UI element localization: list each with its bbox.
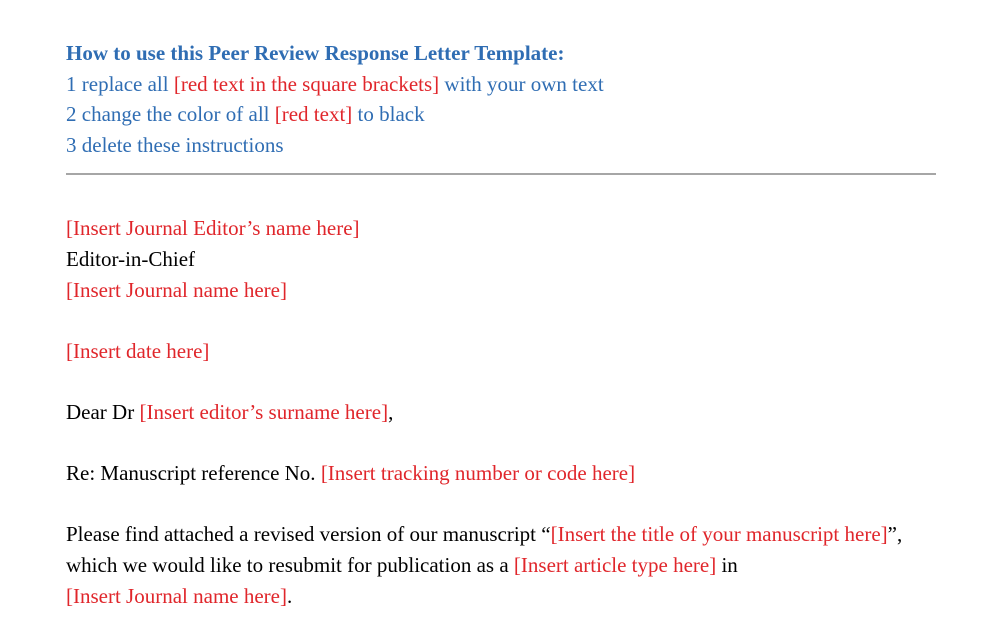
salutation-prefix: Dear Dr — [66, 399, 140, 424]
manuscript-reference-label: Re: Manuscript reference No. — [66, 461, 321, 486]
spacer — [66, 305, 936, 336]
salutation — [66, 397, 936, 428]
manuscript-reference — [66, 458, 936, 489]
body-text-2: ”, which we would like to resubmit for publication as a — [66, 522, 903, 577]
instructions-heading: How to use this Peer Review Response Letter Template: — [66, 41, 565, 65]
tracking-number-placeholder[interactable]: [Insert tracking number or code here] — [320, 461, 636, 486]
body-text-3: in — [716, 552, 738, 577]
body-text-4: . — [286, 583, 293, 608]
salutation-suffix: , — [388, 399, 394, 424]
instruction-step-2-placeholder: [red text] — [274, 102, 353, 127]
instruction-step-2-suffix: to black — [352, 102, 425, 127]
horizontal-divider — [66, 173, 936, 175]
instruction-step-2-prefix: 2 change the color of all — [66, 102, 275, 127]
instruction-step-1-suffix: with your own text — [439, 71, 604, 96]
spacer — [66, 428, 936, 459]
editor-surname-placeholder[interactable]: [Insert editor’s surname here] — [139, 399, 389, 424]
journal-name[interactable]: [Insert Journal name here] — [66, 277, 287, 302]
manuscript-title-placeholder[interactable]: [Insert the title of your manuscript here] — [550, 522, 888, 547]
letter-date[interactable]: [Insert date here] — [66, 338, 210, 363]
spacer — [66, 489, 936, 520]
instruction-step-1-prefix: 1 replace all — [66, 71, 174, 96]
editor-title: Editor-in-Chief — [66, 246, 196, 271]
document-page — [66, 38, 936, 611]
body-paragraph — [66, 519, 926, 611]
editor-name[interactable]: [Insert Journal Editor’s name here] — [66, 216, 360, 241]
instruction-step-1-placeholder: [red text in the square brackets] — [173, 71, 440, 96]
article-type-placeholder[interactable]: [Insert article type here] — [513, 552, 717, 577]
body-text-1: Please find attached a revised version of our manuscript “ — [66, 522, 551, 547]
body-journal-name-placeholder[interactable]: [Insert Journal name here] — [66, 583, 287, 608]
instruction-step-3: 3 delete these instructions — [66, 132, 284, 157]
spacer — [66, 366, 936, 397]
instruction-step-2 — [66, 99, 936, 130]
instruction-step-1 — [66, 69, 936, 100]
